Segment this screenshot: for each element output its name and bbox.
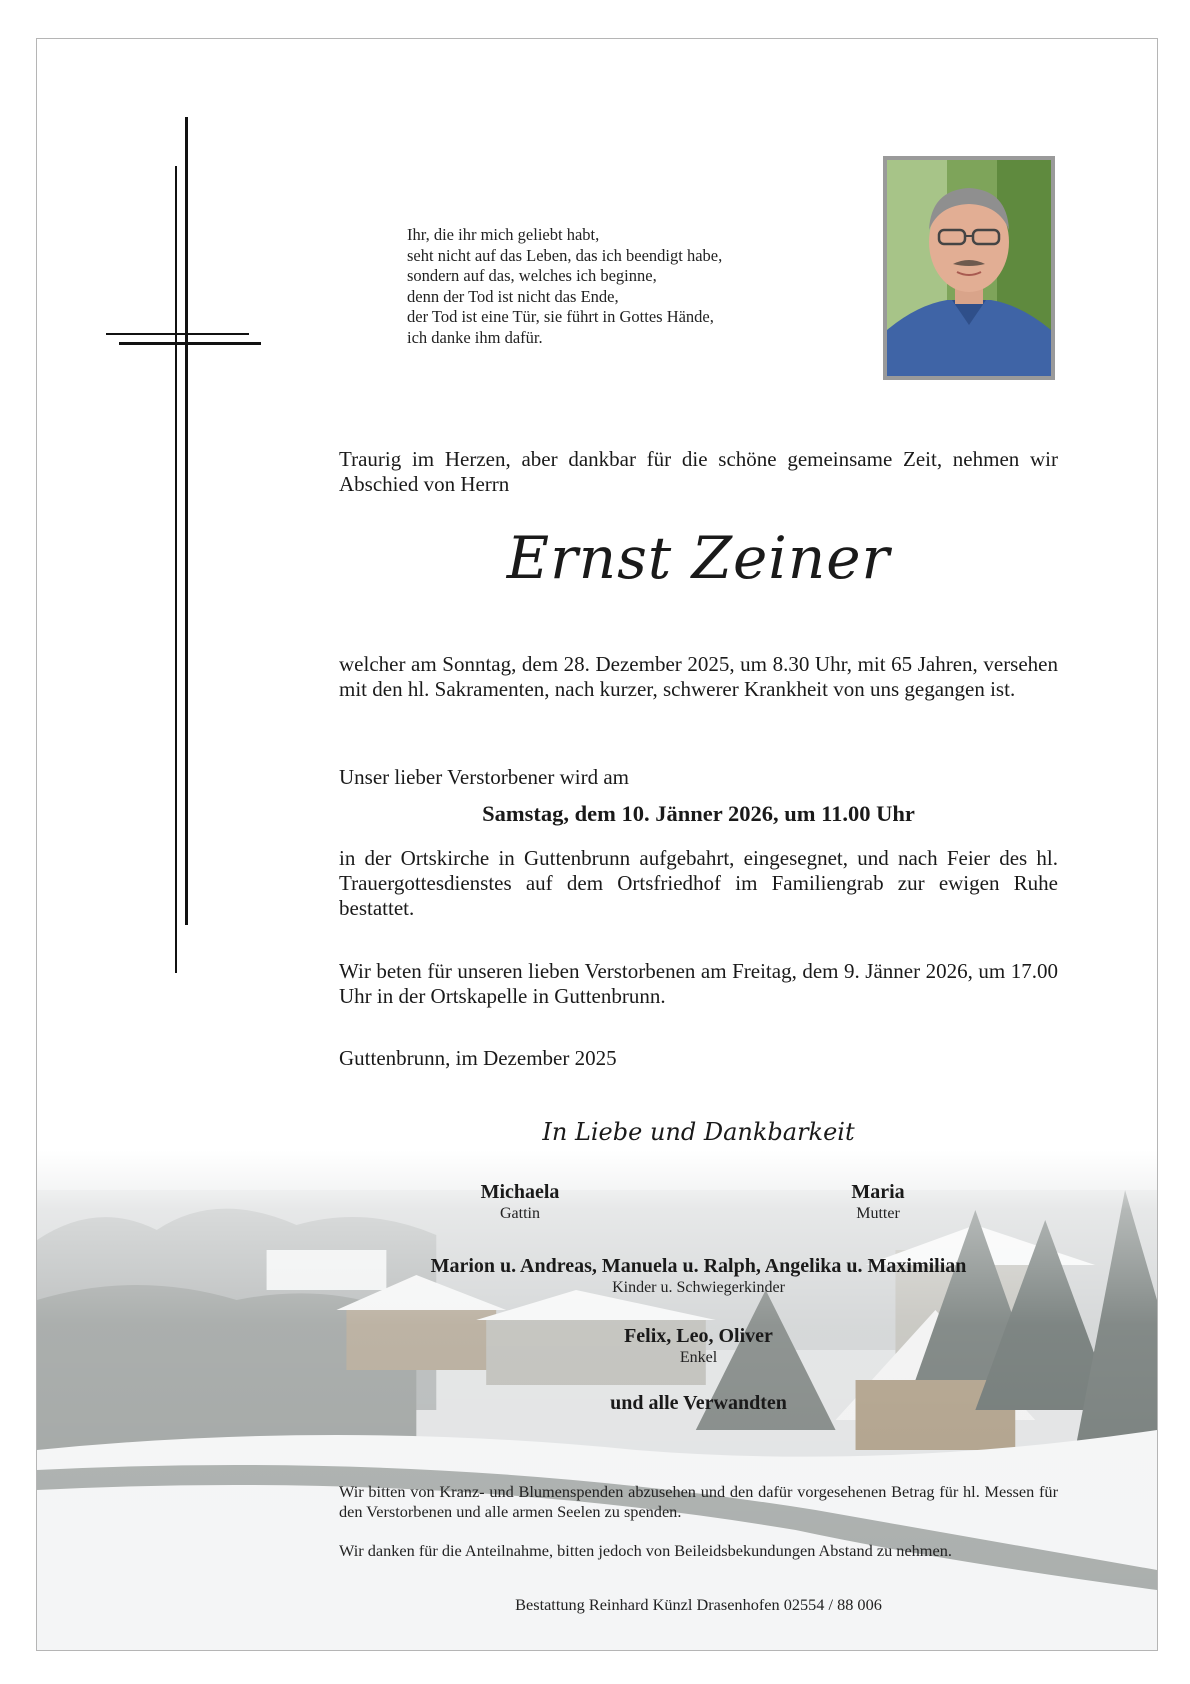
mourner-relation: Enkel	[679, 1349, 718, 1366]
poem-line: Ihr, die ihr mich geliebt habt,	[407, 225, 600, 244]
poem-line: seht nicht auf das Leben, das ich beendigt habe,	[407, 245, 723, 265]
mourner-grandchildren	[339, 1324, 1058, 1368]
intro-text: Traurig im Herzen, aber dankbar für die schöne gemeinsame Zeit, nehmen wir Abschied von Herrn	[339, 447, 1058, 496]
mourner-mother	[778, 1180, 978, 1224]
deceased-name: Ernst Zeiner	[506, 524, 891, 592]
donation-note: Wir bitten von Kranz- und Blumenspenden abzusehen und den dafür vorgesehenen Betrag für hl. Messen für den Verstorbenen und alle armen Seelen zu spenden.	[339, 1482, 1058, 1521]
funeral-intro: Unser lieber Verstorbener wird am	[339, 765, 630, 789]
funeral-date: Samstag, dem 10. Jänner 2026, um 11.00 Uhr	[482, 801, 915, 826]
portrait-photo	[883, 156, 1055, 380]
poem	[407, 225, 827, 348]
mourner-relation: Gattin	[500, 1205, 540, 1222]
cross-vertical-bar-long	[185, 117, 188, 925]
mourner-name: Michaela	[480, 1181, 560, 1203]
mourner-relatives	[339, 1391, 1058, 1415]
poem-line: sondern auf das, welches ich beginne,	[407, 266, 657, 285]
mourner-name: Marion u. Andreas, Manuela u. Ralph, Angelika u. Maximilian	[430, 1255, 967, 1277]
funeral-details: in der Ortskirche in Guttenbrunn aufgebahrt, eingesegnet, und nach Feier des hl. Trauergottesdienstes auf dem Ortsfriedhof im Familiengrab zur ewigen Ruhe bestattet.	[339, 846, 1058, 920]
cross-horizontal-bar-lower	[119, 342, 261, 345]
place-and-date: Guttenbrunn, im Dezember 2025	[339, 1046, 617, 1070]
closing-phrase: In Liebe und Dankbarkeit	[542, 1118, 855, 1146]
cross-horizontal-bar-upper	[106, 333, 249, 335]
cross-vertical-bar-short	[175, 166, 177, 973]
mourner-name: Felix, Leo, Oliver	[624, 1325, 773, 1347]
death-details: welcher am Sonntag, dem 28. Dezember 2025, um 8.30 Uhr, mit 65 Jahren, versehen mit den hl. Sakramenten, nach kurzer, schwerer Krankheit von uns gegangen ist.	[339, 652, 1058, 701]
poem-line: der Tod ist eine Tür, sie führt in Gottes Hände,	[407, 307, 714, 326]
mourner-relation: Kinder u. Schwiegerkinder	[612, 1279, 785, 1296]
prayer-details: Wir beten für unseren lieben Verstorbenen am Freitag, dem 9. Jänner 2026, um 17.00 Uhr in der Ortskapelle in Guttenbrunn.	[339, 959, 1058, 1008]
condolence-note: Wir danken für die Anteilnahme, bitten jedoch von Beileidsbekundungen Abstand zu nehmen.	[339, 1541, 952, 1560]
poem-line: ich danke ihm dafür.	[407, 327, 543, 347]
mourner-name: und alle Verwandten	[610, 1392, 787, 1414]
undertaker-info: Bestattung Reinhard Künzl Drasenhofen 02554 / 88 006	[515, 1595, 882, 1614]
mourner-children	[339, 1254, 1058, 1298]
mourner-wife	[420, 1180, 620, 1224]
poem-line: denn der Tod ist nicht das Ende,	[407, 286, 619, 306]
mourner-name: Maria	[851, 1181, 905, 1203]
mourner-relation: Mutter	[856, 1205, 900, 1222]
